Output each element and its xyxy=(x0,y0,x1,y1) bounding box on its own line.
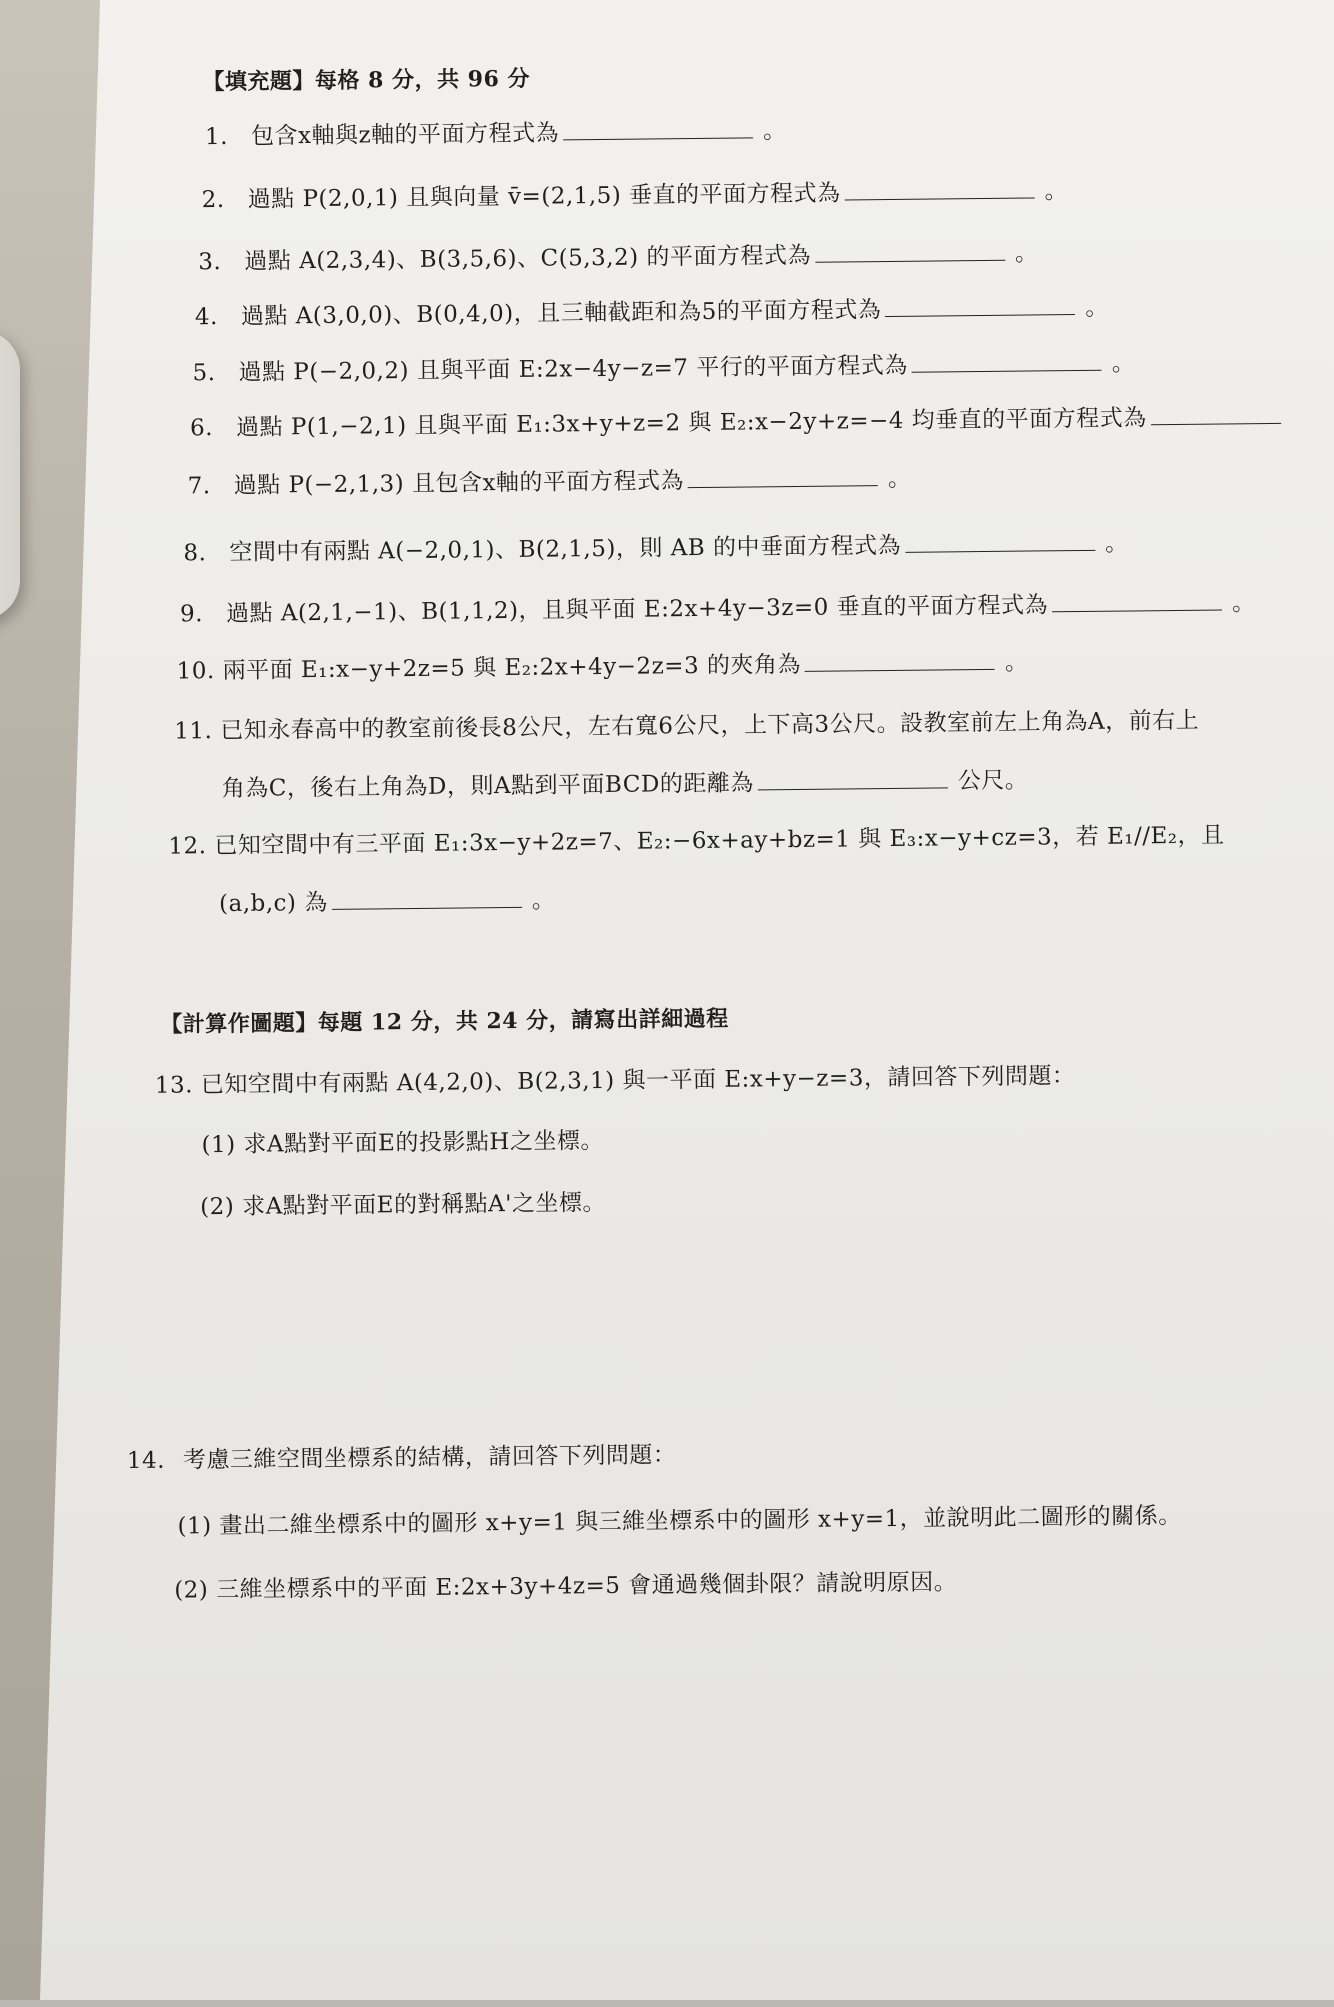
answer-blank[interactable] xyxy=(905,530,1095,553)
question-text: 過點 P(−2,1,3) 且包含x軸的平面方程式為 xyxy=(234,468,685,499)
question-end: 。 xyxy=(1112,350,1136,376)
question-number: 4. xyxy=(195,302,241,332)
question-text: 兩平面 E₁:x−y+2z=5 與 E₂:2x+4y−2z=3 的夾角為 xyxy=(222,652,801,684)
question-text: 過點 A(2,1,−1)、B(1,1,2)，且與平面 E:2x+4y−3z=0 垂直的平面方程式為 xyxy=(226,592,1048,627)
question-text-continued: 角為C，後右上角為D，則A點到平面BCD的距離為 xyxy=(222,770,754,802)
question-text-continued: (a,b,c) 為 xyxy=(219,890,328,917)
question-10 xyxy=(176,648,1028,687)
question-number: 10. xyxy=(176,656,222,686)
question-text: 已知永春高中的教室前後長8公尺，左右寬6公尺，上下高3公尺。設教室前左上角為A，前右上 xyxy=(220,708,1199,744)
question-2 xyxy=(202,176,1069,215)
answer-blank[interactable] xyxy=(805,649,995,672)
question-number: 2. xyxy=(202,185,248,215)
question-number: 12. xyxy=(168,831,214,861)
answer-blank[interactable] xyxy=(815,240,1005,263)
question-text: 過點 A(2,3,4)、B(3,5,6)、C(5,3,2) 的平面方程式為 xyxy=(244,243,811,275)
question-3 xyxy=(198,238,1038,277)
question-text: 已知空間中有三平面 E₁:3x−y+2z=7、E₂:−6x+ay+bz=1 與 E₃:x−y+cz=3，若 E₁//E₂，且 xyxy=(214,823,1224,860)
question-5 xyxy=(192,348,1135,388)
question-text: 包含x軸與z軸的平面方程式為 xyxy=(251,120,559,149)
section-fill-in-title: 【填充題】每格 8 分，共 96 分 xyxy=(202,64,530,97)
question-12-continued xyxy=(219,886,555,920)
question-end: 。 xyxy=(1015,240,1039,266)
question-number: 1. xyxy=(205,122,251,152)
answer-blank[interactable] xyxy=(688,465,878,488)
question-end: 。 xyxy=(1085,295,1109,321)
question-end: 。 xyxy=(763,118,787,144)
question-number: 8. xyxy=(183,538,229,568)
question-number: 13. xyxy=(155,1070,201,1100)
answer-blank[interactable] xyxy=(332,887,522,910)
question-text: 過點 P(−2,0,2) 且與平面 E:2x−4y−z=7 平行的平面方程式為 xyxy=(238,353,908,386)
question-end: 。 xyxy=(1005,650,1029,676)
question-number: 9. xyxy=(180,599,226,629)
question-number: 7. xyxy=(188,471,234,501)
question-end: 。 xyxy=(532,888,556,914)
section-computation-title: 【計算作圖題】每題 12 分，共 24 分，請寫出詳細過程 xyxy=(160,1004,729,1040)
answer-blank[interactable] xyxy=(844,177,1034,200)
question-7 xyxy=(188,464,912,502)
question-14 xyxy=(127,1440,677,1476)
question-11-continued xyxy=(222,766,1029,804)
question-14-part-1: (1) 畫出二維坐標系中的圖形 x+y=1 與三維坐標系中的圖形 x+y=1，並說明此二圖形的關係。 xyxy=(177,1501,1181,1542)
question-text: 考慮三維空間坐標系的結構，請回答下列問題： xyxy=(183,1442,677,1473)
question-13 xyxy=(155,1061,1076,1101)
question-text: 過點 P(2,0,1) 且與向量 v̄=(2,1,5) 垂直的平面方程式為 xyxy=(248,180,841,212)
question-end: 。 xyxy=(1232,590,1256,616)
question-6 xyxy=(190,402,1291,444)
question-text: 過點 A(3,0,0)、B(0,4,0)，且三軸截距和為5的平面方程式為 xyxy=(241,297,882,330)
question-number: 14. xyxy=(127,1445,183,1476)
question-number: 5. xyxy=(192,358,238,388)
answer-blank[interactable] xyxy=(758,767,948,790)
question-end: 。 xyxy=(1105,530,1129,556)
question-13-part-1: (1) 求A點對平面E的投影點H之坐標。 xyxy=(201,1126,604,1160)
question-13-part-2: (2) 求A點對平面E的對稱點A'之坐標。 xyxy=(200,1188,606,1222)
question-number: 6. xyxy=(190,413,236,443)
question-11 xyxy=(174,706,1199,747)
question-end: 。 xyxy=(1044,178,1068,204)
question-4 xyxy=(195,293,1109,333)
question-12 xyxy=(168,821,1224,862)
question-number: 11. xyxy=(174,716,220,746)
question-end: 。 xyxy=(888,466,912,492)
question-8 xyxy=(183,528,1128,568)
question-text: 空間中有兩點 A(−2,0,1)、B(2,1,5)，則 AB 的中垂面方程式為 xyxy=(229,533,901,566)
answer-blank[interactable] xyxy=(912,350,1102,373)
question-14-part-2: (2) 三維坐標系中的平面 E:2x+3y+4z=5 會通過幾個卦限？請說明原因。 xyxy=(174,1567,957,1605)
question-9 xyxy=(180,588,1256,629)
question-number: 3. xyxy=(198,247,244,277)
question-text: 已知空間中有兩點 A(4,2,0)、B(2,3,1) 與一平面 E:x+y−z=3，請回答下列問題： xyxy=(201,1063,1076,1098)
question-end: 公尺。 xyxy=(958,768,1029,795)
answer-blank[interactable] xyxy=(885,294,1075,317)
question-text: 過點 P(1,−2,1) 且與平面 E₁:3x+y+z=2 與 E₂:x−2y+z=−4 均垂直的平面方程式為 xyxy=(236,405,1147,441)
question-1 xyxy=(205,116,787,152)
answer-blank[interactable] xyxy=(563,117,753,140)
answer-blank[interactable] xyxy=(1151,403,1281,425)
answer-blank[interactable] xyxy=(1052,590,1222,613)
